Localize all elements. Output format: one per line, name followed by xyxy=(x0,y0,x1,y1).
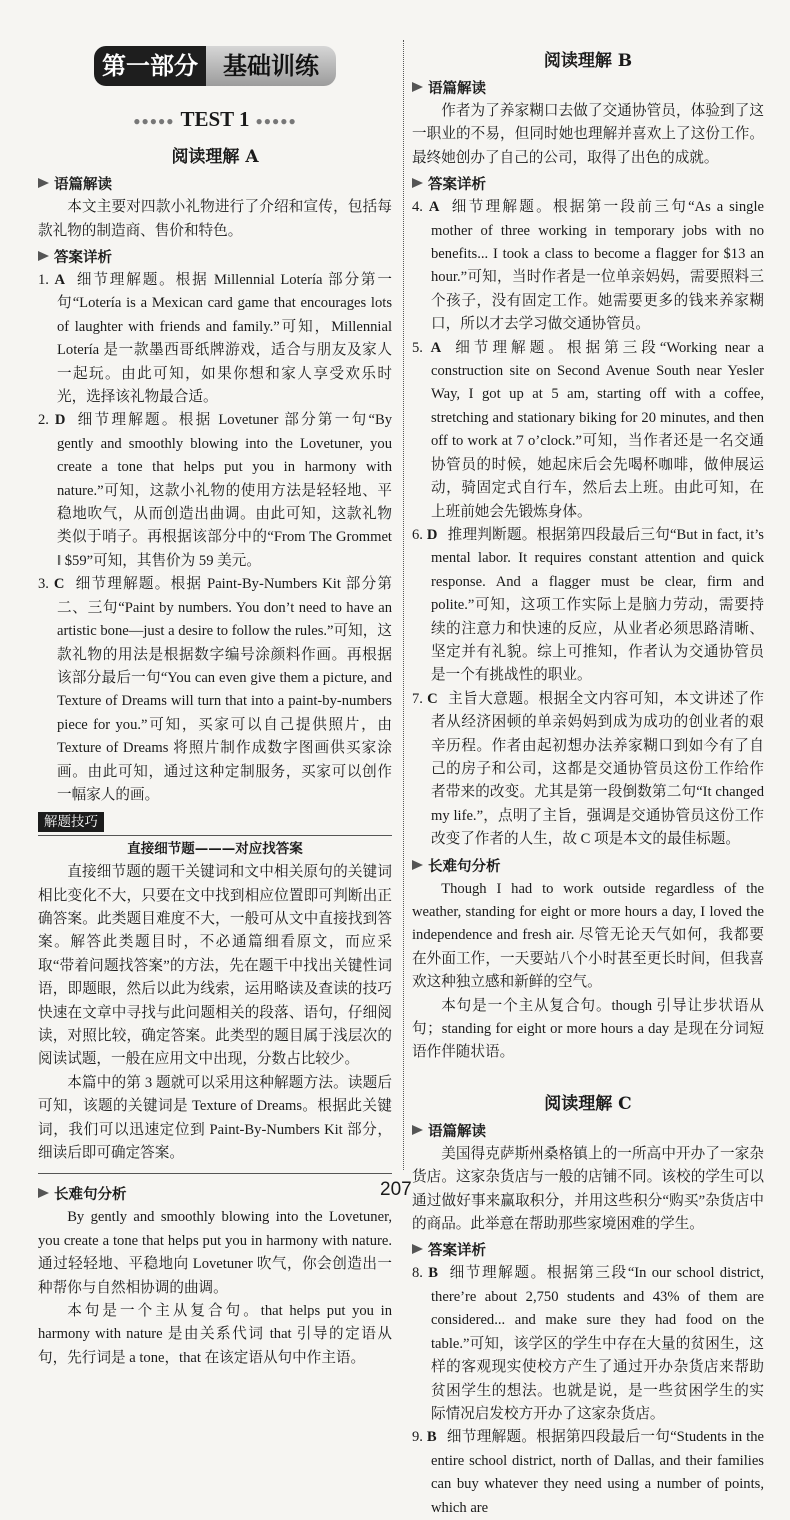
sentence-heading xyxy=(38,1184,392,1206)
heading-text: 答案详析 xyxy=(54,250,112,266)
heading-text: 长难句分析 xyxy=(54,1187,127,1204)
heading-text: 语篇解读 xyxy=(428,81,486,97)
sentence-paragraph: By gently and smoothly blowing into the Lovetuner, you create a tone that helps put you in harmony with nature. 通过轻轻地、平稳地向 Lovetuner 吹气，你会创造出一种帮你与自然相协调的曲调。 xyxy=(38,1209,392,1296)
triangle-icon xyxy=(412,1244,423,1254)
item-number: 5. xyxy=(412,339,423,356)
triangle-icon xyxy=(38,178,49,188)
item-number: 3. xyxy=(38,576,49,593)
answers-heading xyxy=(38,247,392,269)
tip-bar xyxy=(38,811,392,835)
triangle-icon xyxy=(412,1125,423,1135)
item-text: 细节理解题。根据第一段前三句“As a single mother of three working in temporary jobs with no benefits... I took a class to become a flagger for $13 an hour.”可知，当时作者是一位单亲妈妈，需要照料三个孩子，没有固定工作。她需要更多的钱来养家糊口，所以才去学习做交通协管员。 xyxy=(431,199,764,333)
right-column xyxy=(412,42,764,1520)
section-a-title: 阅读理解 A xyxy=(171,147,259,168)
item-answer: A xyxy=(428,199,440,216)
heading-text: 长难句分析 xyxy=(428,858,501,875)
item-number: 2. xyxy=(38,412,49,429)
section-c-title: 阅读理解 C xyxy=(544,1093,632,1114)
sentence-paragraph: Though I had to work outside regardless of the weather, standing for eight or more hours a day, I loved the independence and fresh air. 尽管无论天气如何，我都要在外面工作，一天要站八个小时甚至更长时间，但我喜欢这种独立感和新鲜的空气。 xyxy=(412,880,764,991)
tip-title: 直接细节题———对应找答案 xyxy=(127,840,303,857)
heading-text: 语篇解读 xyxy=(428,1123,486,1140)
item-answer: D xyxy=(54,412,66,429)
answer-item xyxy=(412,688,764,852)
dots-right: ●●●●● xyxy=(255,114,297,129)
section-b-title: 阅读理解 B xyxy=(543,51,633,71)
summary-heading xyxy=(412,1121,764,1143)
item-number: 4. xyxy=(412,199,423,216)
part-banner xyxy=(94,46,336,86)
summary-text: 作者为了养家糊口去做了交通协管员，体验到了这一职业的不易，但同时她也理解并喜欢上了这份工作。最终她创办了自己的公司，取得了出色的成就。 xyxy=(412,103,764,166)
item-answer: B xyxy=(426,1429,437,1446)
item-number: 9. xyxy=(412,1429,423,1446)
triangle-icon xyxy=(38,251,49,261)
summary-text: 本文主要对四款小礼物进行了介绍和宣传，包括每款礼物的制造商、售价和特色。 xyxy=(38,199,392,239)
tip-label: 解题技巧 xyxy=(38,812,104,832)
answer-item xyxy=(412,1426,764,1520)
summary-heading xyxy=(412,78,764,100)
item-text: 细节理解题。根据 Paint-By-Numbers Kit 部分第二、三句“Paint by numbers. You don’t need to have an artistic bone—just a desire to follow the rules.”可知，这款礼物的用法是根据数字编号涂颜料作画。再根据该部分最后一句“You can even give them a picture, and Texture of Dreams will turn that into a paint-by-numbers piece for you.”可知，买家可以自己提供照片，由 Texture of Dreams 将照片制作成数字图画供买家涂画。由此可知，通过这种定制服务，买家可以创作一幅家人的画。 xyxy=(57,576,392,803)
item-text: 细节理解题。根据第四段最后一句“Students in the entire school district, north of Dallas, and their families can buy whatever they need using a number of points, which are xyxy=(431,1429,765,1516)
answer-item xyxy=(38,409,392,573)
item-number: 6. xyxy=(412,526,423,543)
tip-paragraph: 直接细节题的题干关键词和文中相关原句的关键词相比变化不大，只要在文中找到相应位置即可判断出正确答案。此类题目难度不大，一般可从文中直接找到答案。解答此类题目时，不必通篇细看原文，而应采取“带着问题找答案”的方法，先在题干中找出关键性词语，即题眼，然后以此为线索，运用略读及查读的技巧快速在文章中寻找与此问题相关的段落、语句，仔细阅读，对照比较，确定答案。此类型的题目属于浅层次的阅读试题，一般在应用文中出现，分数占比较少。 xyxy=(38,864,392,1068)
item-answer: C xyxy=(53,576,65,593)
answers-heading xyxy=(412,1240,764,1262)
banner-title: 基础训练 xyxy=(206,46,336,86)
sentence-paragraph: 本句是一个主从复合句。though 引导让步状语从句；standing for eight or more hours a day 是现在分词短语作伴随状语。 xyxy=(412,997,764,1061)
item-text: 细节理解题。根据 Millennial Lotería 部分第一句“Lotería is a Mexican card game that encourages lots of laughter with friends and family.”可知，Millennial Lotería 是一款墨西哥纸牌游戏，适合与朋友及家人一起玩。由此可知，如果你想和家人享受欢乐时光，选择该礼物最合适。 xyxy=(57,272,392,406)
left-column xyxy=(38,44,392,1370)
item-number: 8. xyxy=(412,1265,423,1282)
column-divider xyxy=(403,40,404,1170)
sentence-heading xyxy=(412,856,764,878)
banner-part: 第一部分 xyxy=(94,46,206,86)
item-answer: D xyxy=(426,526,438,543)
triangle-icon xyxy=(412,178,423,188)
tip-box xyxy=(38,811,392,1174)
item-text: 细节理解题。根据第三段“In our school district, there’re about 2,750 students and 43% of them are considered... and make sure they had food on the table.”可知，该学区的学生中存在大量的贫困生，这样的客观现实使校方产生了通过开办杂货店来帮助贫困学生的想法。也就是说，是一些贫困学生的实际情况启发校方开办了这家杂货店。 xyxy=(431,1265,764,1422)
answers-heading xyxy=(412,174,764,196)
item-text: 细节理解题。根据第三段“Working near a construction site on Second Avenue South near Yesler Way, I got up at 5 am, starting off with a coffee, stretching and stationary biking for 20 minutes, and then off to work at 7 o’clock.”可知，当作者还是一名交通协管员的时候，她起床后会先喝杯咖啡，做伸展运动，骑固定式自行车，然后去上班。由此可知，在上班前她会先锻炼身体。 xyxy=(431,339,764,520)
tip-paragraph: 本篇中的第 3 题就可以采用这种解题方法。读题后可知，该题的关键词是 Texture of Dreams。根据此关键词，我们可以迅速定位到 Paint-By-Numbers Kit 部分，细读后即可确定答案。 xyxy=(38,1074,392,1162)
item-text: 推理判断题。根据第四段最后三句“But in fact, it’s mental labor. It requires constant attention and quick response. And a flagger must be clear, firm and polite.”可知，这项工作实际上是脑力劳动，需要持续的注意力和快速的反应，从业者必须思路清晰、坚定并有礼貌。综上可推知，作者认为交通协管员是一个有挑战性的职业。 xyxy=(431,526,764,684)
heading-text: 语篇解读 xyxy=(54,177,112,194)
item-answer: C xyxy=(427,690,438,707)
page-number: 207 xyxy=(380,1179,412,1200)
dots-left: ●●●●● xyxy=(133,114,175,129)
answer-item xyxy=(412,196,764,336)
test-title: TEST 1 xyxy=(180,107,250,131)
item-number: 7. xyxy=(412,690,423,707)
item-answer: A xyxy=(430,339,442,356)
heading-text: 答案详析 xyxy=(428,1243,486,1260)
answer-item xyxy=(412,524,764,688)
heading-text: 答案详析 xyxy=(428,177,486,194)
sentence-paragraph: 本句是一个主从复合句。that helps put you in harmony with nature 是由关系代词 that 引导的定语从句，先行词是 a tone，that 在该定语从句中作主语。 xyxy=(38,1303,392,1366)
triangle-icon xyxy=(412,860,423,870)
item-answer: B xyxy=(428,1265,438,1282)
triangle-icon xyxy=(412,82,423,92)
answer-item xyxy=(412,337,764,524)
item-answer: A xyxy=(54,272,66,288)
summary-heading xyxy=(38,174,392,196)
item-number: 1. xyxy=(38,272,49,288)
test-title-row xyxy=(38,104,392,136)
summary-text: 美国得克萨斯州桑格镇上的一所高中开办了一家杂货店。这家杂货店与一般的店铺不同。该校的学生可以通过做好事来赢取积分，并用这些积分“购买”杂货店中的商品。此举意在帮助那些家境困难的学生。 xyxy=(412,1145,764,1233)
triangle-icon xyxy=(38,1188,49,1198)
item-text: 主旨大意题。根据全文内容可知，本文讲述了作者从经济困顿的单亲妈妈到成为成功的创业者的艰辛历程。作者由起初想办法养家糊口到如今有了自己的房子和公司，这都是交通协管员这份工作给作者带来的改变。尤其是第一段倒数第二句“It changed my life.”，点明了主旨，强调是交通协管员这份工作改变了作者的人生，故 C 项是本文的最佳标题。 xyxy=(431,690,764,848)
answer-item xyxy=(38,269,392,409)
answer-item xyxy=(38,573,392,807)
answer-item xyxy=(412,1262,764,1426)
tip-divider xyxy=(38,1173,392,1174)
item-text: 细节理解题。根据 Lovetuner 部分第一句“By gently and smoothly blowing into the Lovetuner, you create a tone that helps put you in harmony with nature.”可知，这款小礼物的使用方法是轻轻地、平稳地吹气，从而创造出曲调。由此可知，这款礼物类似于哨子。再根据该部分中的“From The Grommet ‖ $59”可知，其售价为 59 美元。 xyxy=(57,412,392,569)
